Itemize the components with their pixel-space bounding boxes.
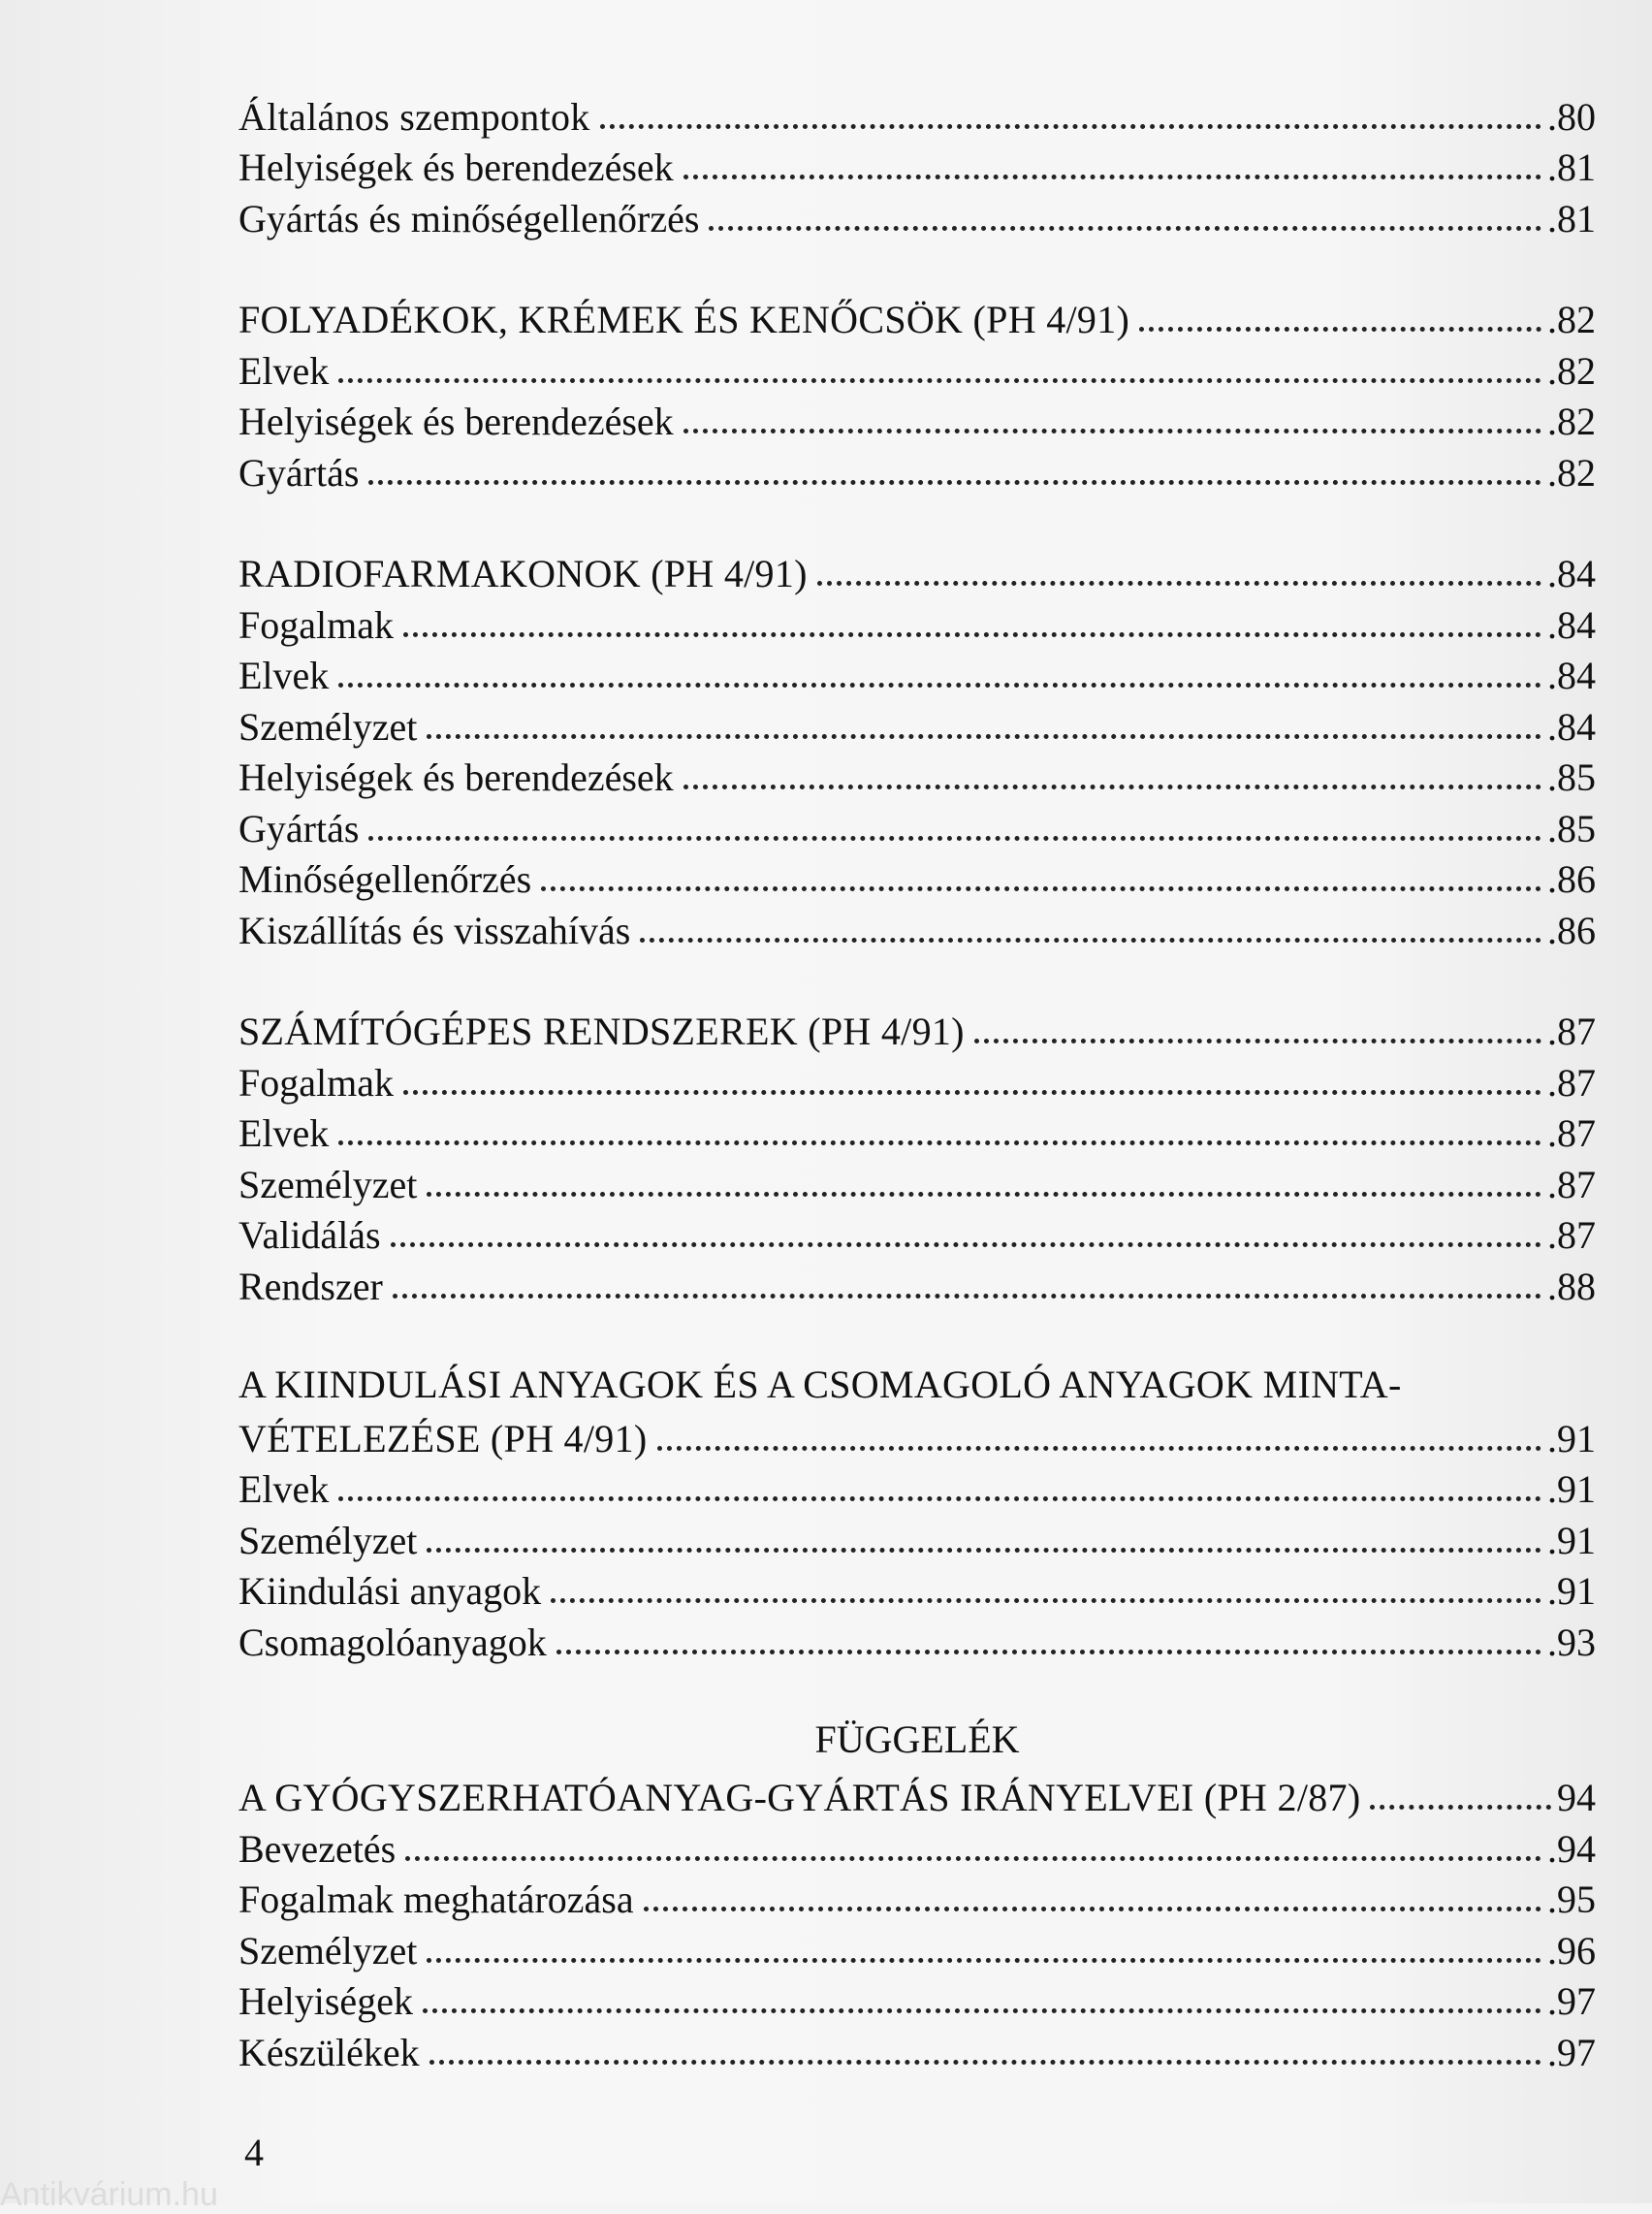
toc-section [238,1357,1596,1662]
dot-leader [640,899,1541,943]
toc-entry-page: .85 [1547,755,1596,799]
dot-leader [556,1611,1541,1654]
toc-entry [238,1869,1596,1920]
toc-entry [238,187,1596,239]
dot-leader [1139,288,1541,332]
dot-leader [368,797,1541,841]
toc-entry-title: Bevezetés [238,1826,397,1871]
dot-leader [683,390,1541,433]
toc-entry-title: Validálás [238,1213,381,1257]
dot-leader [427,695,1541,739]
toc-entry [238,1204,1596,1256]
toc-entry [238,391,1596,442]
toc-entry [238,1153,1596,1204]
toc-entry-page: .91 [1547,1518,1596,1562]
toc-entry-title: Helyiségek és berendezések [238,145,674,189]
toc-entry [238,849,1596,900]
toc-entry [238,2021,1596,2072]
page-number: 4 [244,2131,264,2174]
toc-entry-page: .86 [1547,857,1596,901]
toc-entry-title: Helyiségek [238,1979,413,2023]
toc-entry [238,899,1596,950]
toc-entry-page: .87 [1547,1162,1596,1206]
toc-entry-title: Készülékek [238,2030,420,2074]
toc-entry-page: .96 [1547,1928,1596,1973]
toc-section [238,289,1596,493]
dot-leader [393,1255,1541,1299]
toc-entry-page: .84 [1547,654,1596,697]
toc-entry-title: Fogalmak [238,1060,394,1105]
dot-leader [1370,1766,1551,1810]
toc-entry-title: Elvek [238,654,330,697]
toc-entry-page: .91 [1547,1416,1596,1460]
toc-entry-title: Személyzet [238,1928,418,1973]
dot-leader [709,187,1541,231]
toc-entry-page: .84 [1547,552,1596,595]
appendix-section [238,1713,1596,2072]
toc-entry [238,441,1596,493]
toc-section [238,85,1596,239]
toc-section-heading: A KIINDULÁSI ANYAGOK ÉS A CSOMAGOLÓ ANYAGOK MINTA- [238,1363,1402,1406]
dot-leader [683,136,1541,179]
toc-entry-title: Csomagolóanyagok [238,1620,547,1664]
toc-entry-title: Helyiségek és berendezések [238,400,674,443]
toc-entry-title: Gyártás [238,806,360,850]
toc-entry-title: Személyzet [238,1518,418,1562]
toc-entry-page: .87 [1547,1213,1596,1257]
toc-entry-title: Személyzet [238,1162,418,1206]
dot-leader [427,1919,1541,1963]
toc-entry-title: Minőségellenőrzés [238,857,532,901]
dot-leader [423,1970,1541,2013]
toc-entry-page: .97 [1547,1979,1596,2023]
toc-entry-page: 94 [1557,1776,1596,1819]
toc-entry [238,747,1596,798]
dot-leader [429,2021,1541,2065]
table-of-contents [238,85,1596,2072]
toc-entry-title: Fogalmak meghatározása [238,1877,634,1921]
dot-leader [427,1153,1541,1197]
toc-entry [238,1817,1596,1869]
dot-leader [403,594,1541,637]
toc-entry [238,1919,1596,1971]
toc-entry [238,645,1596,696]
dot-leader [405,1817,1541,1861]
toc-entry-title: Általános szempontok [238,94,590,139]
dot-leader [368,441,1541,485]
toc-entry-page: .86 [1547,908,1596,952]
toc-entry-page: .91 [1547,1569,1596,1613]
toc-entry-page: .81 [1547,196,1596,241]
toc-entry-page: .82 [1547,348,1596,393]
toc-entry-title: SZÁMÍTÓGÉPES RENDSZEREK (PH 4/91) [238,1010,965,1053]
toc-entry [238,1611,1596,1662]
toc-entry [238,1407,1596,1459]
toc-entry-title: Gyártás [238,450,360,495]
toc-entry-title: Elvek [238,1111,330,1155]
toc-entry-title: Elvek [238,348,330,393]
toc-section [238,543,1596,950]
toc-entry [238,1767,1596,1818]
toc-entry-page: .82 [1547,298,1596,341]
toc-entry-page: .93 [1547,1620,1596,1664]
toc-entry-page: .87 [1547,1111,1596,1155]
toc-entry [238,1509,1596,1560]
dot-leader [427,1509,1541,1553]
toc-entry [238,543,1596,594]
toc-entry [238,1103,1596,1154]
toc-entry-page: .82 [1547,450,1596,495]
toc-entry-title: A GYÓGYSZERHATÓANYAG-GYÁRTÁS IRÁNYELVEI (PH 2/87) [238,1776,1361,1819]
toc-entry-page: .97 [1547,2030,1596,2074]
toc-section [238,1001,1596,1306]
toc-entry-title: Elvek [238,1467,330,1511]
dot-leader [391,1203,1541,1247]
dot-leader [657,1407,1542,1451]
toc-entry-title: Helyiségek és berendezések [238,755,674,799]
toc-entry [238,1459,1596,1510]
watermark: Antikvárium.hu [0,2176,218,2213]
toc-entry-page: .81 [1547,145,1596,189]
dot-leader [817,542,1541,586]
dot-leader [551,1559,1541,1603]
toc-entry [238,1560,1596,1612]
toc-entry [238,1971,1596,2022]
toc-entry [238,1001,1596,1052]
toc-entry-page: .82 [1547,400,1596,443]
toc-entry-page: .87 [1547,1060,1596,1105]
toc-entry [238,695,1596,747]
toc-entry-title: FOLYADÉKOK, KRÉMEK ÉS KENŐCSÖK (PH 4/91) [238,298,1130,341]
dot-leader [974,1000,1541,1043]
toc-entry-page: .84 [1547,602,1596,647]
dot-leader [338,644,1541,688]
toc-entry [238,85,1596,137]
dot-leader [541,848,1541,891]
toc-entry-title: Személyzet [238,704,418,749]
toc-entry-page: .80 [1547,94,1596,139]
dot-leader [600,85,1541,129]
toc-entry-title: Kiindulási anyagok [238,1569,542,1613]
toc-entry-title: Gyártás és minőségellenőrzés [238,196,700,241]
toc-entry-page: .94 [1547,1826,1596,1871]
dot-leader [338,339,1541,383]
toc-entry [238,1255,1596,1306]
toc-entry-page: .88 [1547,1264,1596,1308]
toc-entry [238,797,1596,849]
toc-entry [238,1051,1596,1103]
toc-entry [238,339,1596,391]
toc-entry-title: Kiszállítás és visszahívás [238,908,631,952]
toc-entry-page: .87 [1547,1010,1596,1053]
toc-entry [238,137,1596,188]
toc-entry-title: VÉTELEZÉSE (PH 4/91) [238,1416,648,1460]
toc-entry-page: .91 [1547,1467,1596,1511]
dot-leader [683,746,1541,789]
dot-leader [403,1051,1541,1095]
toc-entry-page: .84 [1547,704,1596,749]
toc-entry [238,594,1596,645]
toc-entry-title: Rendszer [238,1264,383,1308]
toc-entry-page: .85 [1547,806,1596,850]
toc-entry-title: RADIOFARMAKONOK (PH 4/91) [238,552,808,595]
toc-entry [238,289,1596,340]
appendix-heading: FÜGGELÉK [814,1717,1020,1761]
toc-entry-page: .95 [1547,1877,1596,1921]
dot-leader [338,1102,1541,1145]
toc-entry-title: Fogalmak [238,602,394,647]
dot-leader [338,1458,1541,1501]
dot-leader [644,1868,1541,1911]
